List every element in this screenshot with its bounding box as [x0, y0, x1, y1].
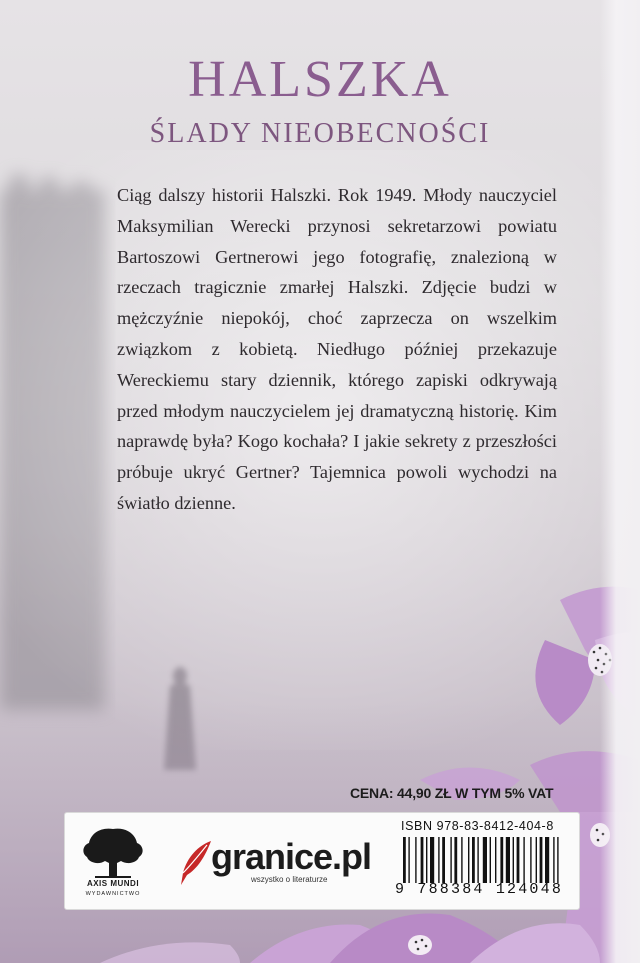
price-label: CENA: 44,90 ZŁ W TYM 5% VAT — [350, 785, 554, 801]
granice-name: granice.pl — [211, 836, 372, 877]
quill-icon — [177, 839, 213, 889]
book-subtitle: ŚLADY NIEOBECNOŚCI — [149, 118, 491, 149]
tree-icon — [75, 821, 151, 879]
barcode — [395, 819, 575, 905]
granice-tagline: wszystko o literaturze — [251, 875, 328, 884]
book-title: HALSZKA — [188, 51, 452, 108]
granice-logo — [175, 837, 385, 893]
publisher-name: AXIS MUNDI — [86, 879, 140, 888]
publisher-sub: WYDAWNICTWO — [85, 891, 141, 897]
barcode-digits: 9 788384 124048 — [395, 881, 564, 898]
isbn-label: ISBN 978-83-8412-404-8 — [401, 819, 554, 833]
axis-mundi-logo — [75, 821, 151, 903]
blurb-text: Ciąg dalszy historii Halszki. Rok 1949. Młody nauczyciel Maksymilian Werecki przynosi sekretarzowi powiatu Bartoszowi Gertnerowi jego fotografię, znalezioną w rzeczach tragicznie zmarłej Halszki. Zdjęcie budzi w mężczyźnie niepokój, choć zaprzecza on wszelkim związkom z kobietą. Niedługo później przekazuje Wereckiemu stary dziennik, którego zapiski odkrywają przed młodym nauczycielem jej dramatyczną historię. Kim naprawdę była? Kogo kochała? I jakie sekrety z przeszłości próbuje ukryć Gertner? Tajemnica powoli wychodzi na światło dzienne. — [117, 185, 557, 513]
publisher-band — [64, 812, 580, 910]
barcode-bars — [395, 837, 575, 883]
